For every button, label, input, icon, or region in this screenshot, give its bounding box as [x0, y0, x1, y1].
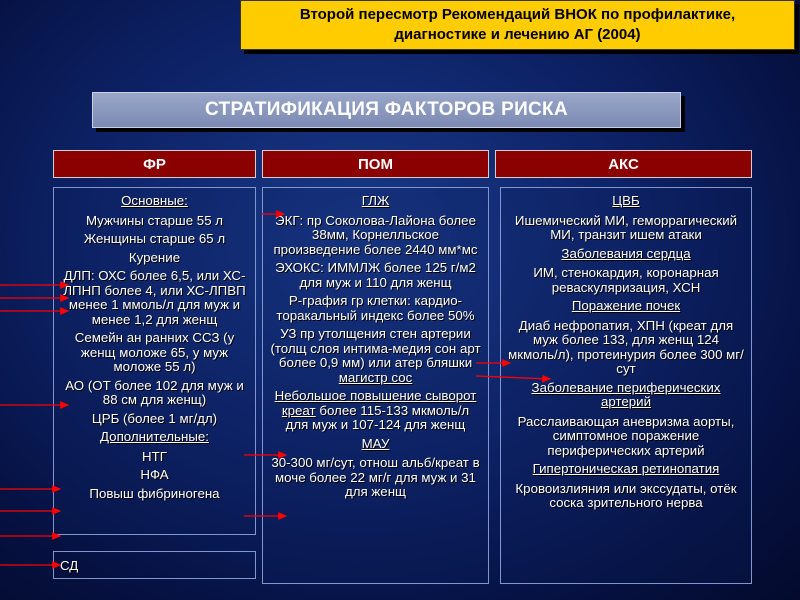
slide-title: СТРАТИФИКАЦИЯ ФАКТОРОВ РИСКА: [92, 92, 681, 128]
pom-item: ЭХОКС: ИММЛЖ более 125 г/м2 для муж и 110 для женщ: [275, 260, 476, 290]
pom-heading-creat: Небольшое повышение сыворот креат: [274, 388, 477, 418]
pom-item-creat-text: более 115-133 мкмоль/л для муж и 107-124 для женщ: [285, 402, 470, 432]
fr-item: ЦРБ (более 1 мг/дл): [91, 410, 218, 426]
column-pom: [262, 187, 489, 584]
fr-item: Женщины старше 65 л: [83, 231, 226, 246]
aks-item: Расслаивающая аневризма аорты, симптомное поражение периферических артерий: [517, 413, 735, 458]
fr-item: Курение: [128, 249, 181, 265]
column-header-aks: АКС: [495, 150, 752, 178]
aks-item: Кровоизлияния или экссудаты, отёк соска зрительного нерва: [515, 480, 737, 510]
column-header-pom: ПОМ: [262, 150, 489, 178]
header-banner: [240, 0, 795, 50]
column-header-fr: ФР: [53, 150, 256, 178]
aks-item: Ишемический МИ, геморрагический МИ, транзит ишем атаки: [514, 212, 738, 242]
aks-heading: Заболевание периферических артерий: [531, 379, 721, 409]
column-fr: [53, 187, 256, 535]
pom-item: ЭКГ: пр Соколова-Лайона более 38мм, Корнелльское произведение более 2440 мм*мс: [273, 212, 478, 257]
pom-heading-mau: МАУ: [361, 435, 390, 451]
aks-item: ИМ, стенокардия, коронарная реваскуляризация, ХСН: [533, 265, 719, 295]
header-line-1: Второй пересмотр Рекомендаций ВНОК по профилактике,: [299, 6, 736, 23]
fr-extra-heading: Дополнительные:: [100, 429, 209, 444]
pom-item: Р-графия гр клетки: кардио-торакальный индекс более 50%: [276, 293, 475, 323]
pom-item-creat: [269, 389, 482, 433]
fr-main-heading: Основные:: [121, 193, 188, 208]
fr-extra-item: НТГ: [142, 448, 167, 464]
pom-item-mau: 30-300 мг/сут, отнош альб/креат в моче более 22 мг/г для муж и 31 для женщ: [271, 455, 480, 499]
aks-item: Диаб нефропатия, ХПН (креат для муж более 133, для женщ 124 мкмоль/л), протеинурия более 300 мг/сут: [508, 317, 744, 376]
pom-heading-glzh: ГЛЖ: [361, 193, 390, 208]
aks-heading: Заболевания сердца: [561, 245, 691, 261]
fr-item: Семейн ан ранних ССЗ (у женщ моложе 65, у муж моложе 55 л): [74, 330, 235, 374]
aks-heading: ЦВБ: [612, 193, 640, 208]
fr-item: ДЛП: ОХС более 6,5, или ХС-ЛПНП более 4, или ХС-ЛПВП менее 1 ммоль/л для муж и менее 1,2 для женщ: [63, 268, 246, 327]
sd-box: СД: [53, 551, 256, 579]
fr-item: АО (ОТ более 102 для муж и 88 см для женщ): [65, 377, 244, 407]
fr-extra-item: Повыш фибриногена: [89, 485, 220, 501]
aks-heading: Поражение почек: [571, 298, 681, 313]
pom-item-uz-link: магистр сос: [338, 369, 413, 385]
fr-extra-item: НФА: [140, 467, 169, 482]
column-aks: [500, 187, 752, 584]
pom-item-uz-text: УЗ пр утолщения стен артерии (толщ слоя интима-медия сон арт более 0,9 мм) или атер бляшки: [270, 326, 481, 370]
aks-heading: Гипертоническая ретинопатия: [532, 461, 720, 476]
pom-item-uz: [269, 327, 482, 385]
header-line-2: диагностике и лечению АГ (2004): [394, 26, 641, 43]
fr-item: Мужчины старше 55 л: [85, 212, 224, 228]
